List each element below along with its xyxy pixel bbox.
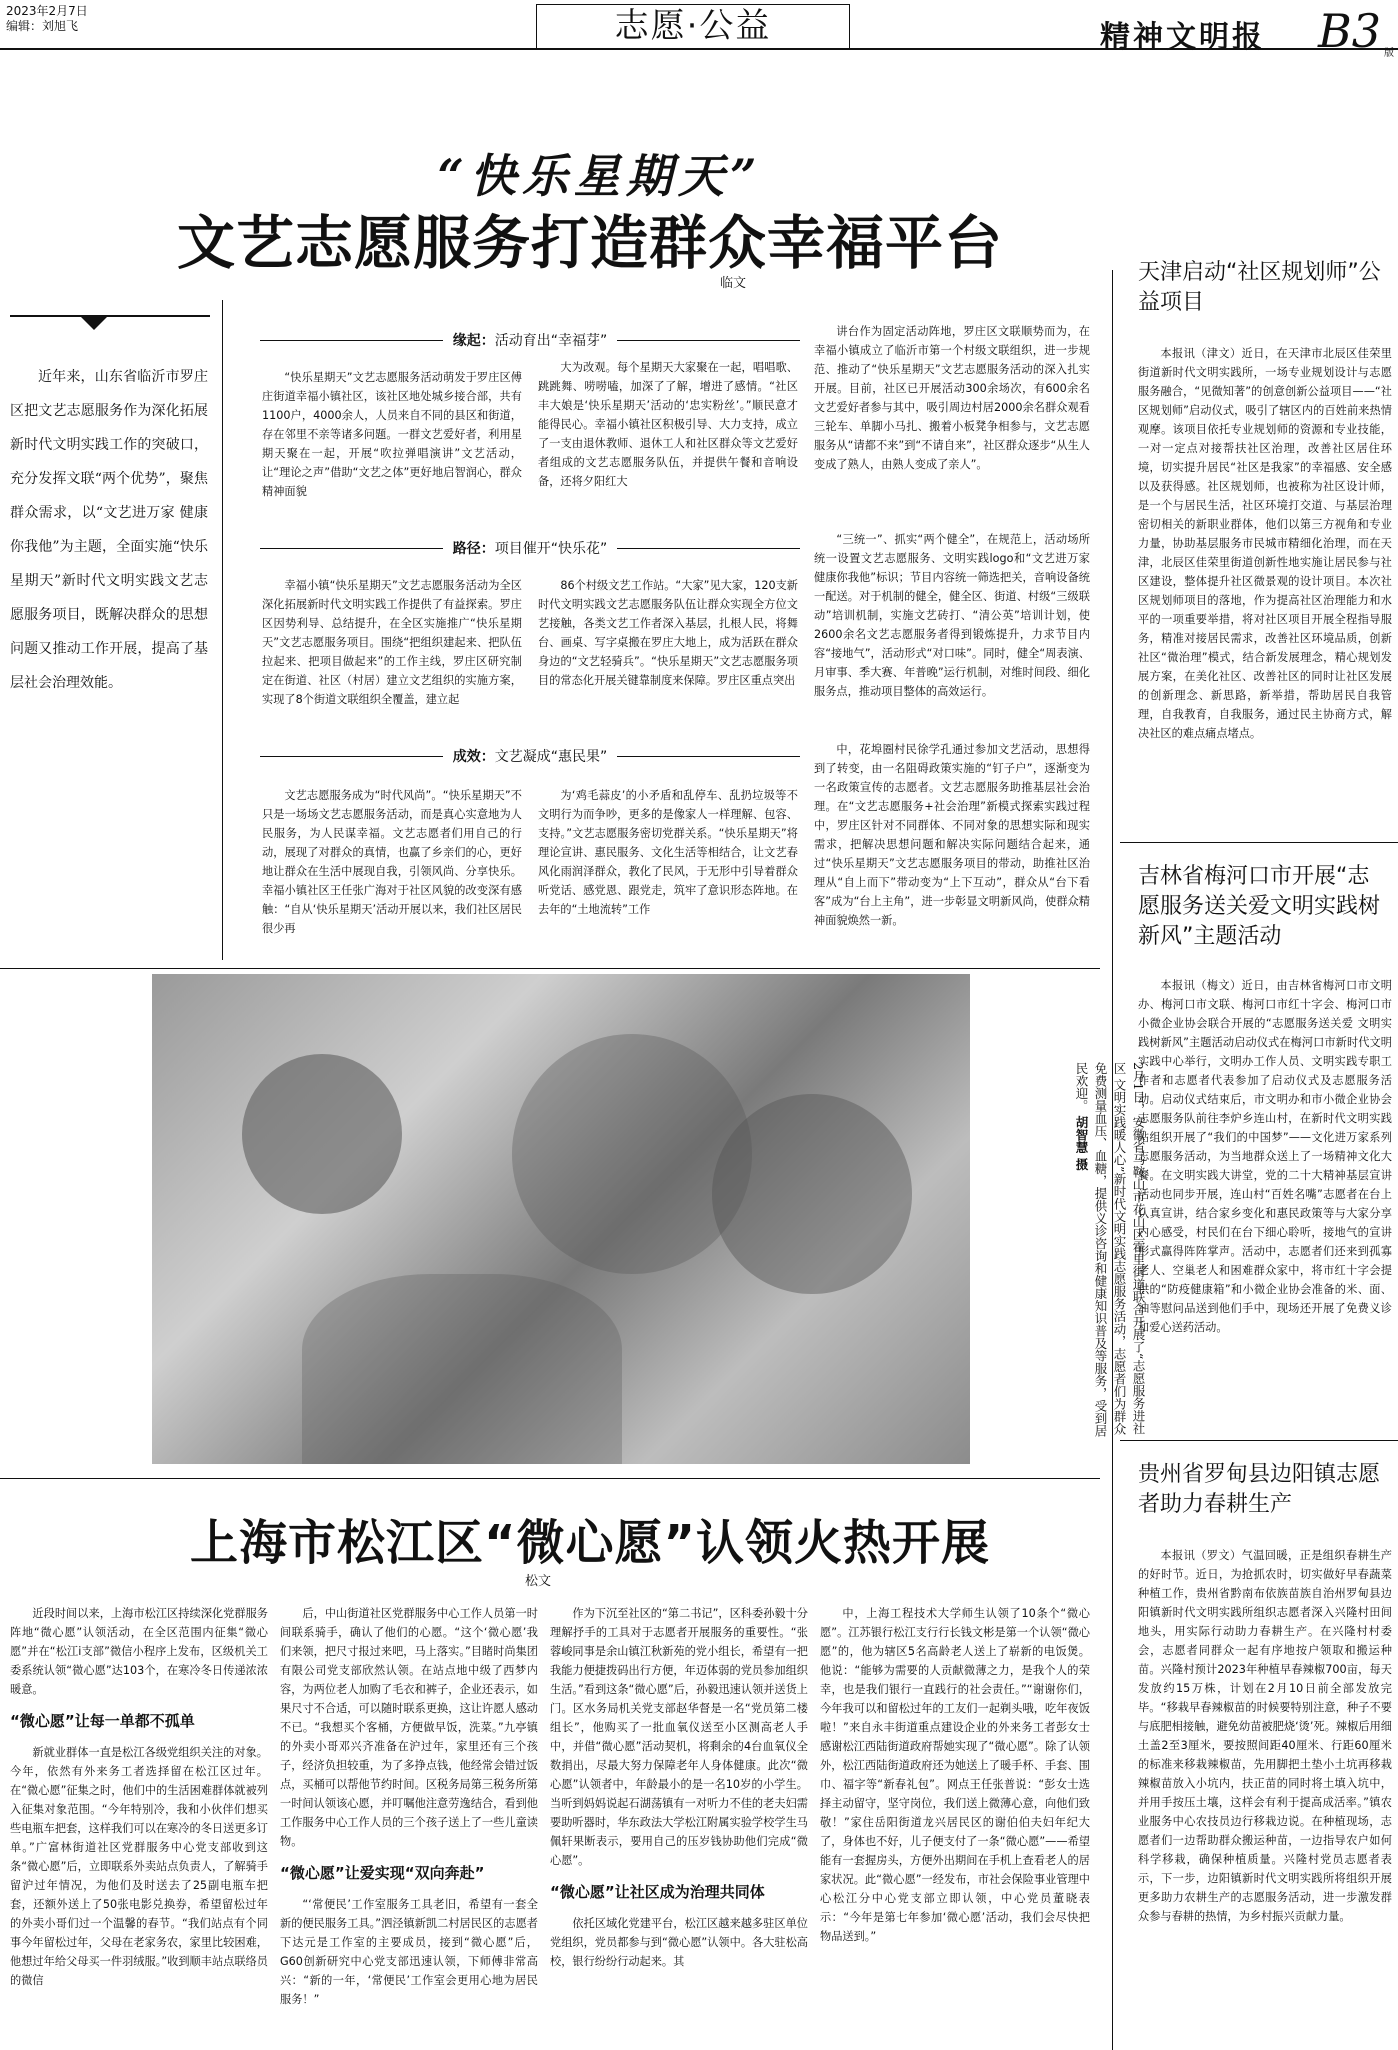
sidebar-headline: 吉林省梅河口市开展“志愿服务送关爱文明实践树新风”主题活动 xyxy=(1138,864,1381,949)
section-label: 缘起： xyxy=(452,333,495,349)
story-headline: 上海市松江区“微心愿”认领火热开展 xyxy=(189,1515,991,1571)
intro-rule xyxy=(10,315,210,317)
subheading: “微心愿”让社区成为治理共同体 xyxy=(550,1883,765,1901)
photo-caption xyxy=(958,1062,1148,1442)
article-column xyxy=(10,1604,268,2044)
article-column xyxy=(538,576,798,718)
paragraph: 本报讯（梅文）近日，由吉林省梅河口市文明办、梅河口市文联、梅河口市红十字会、梅河口市小微企业协会联合开展的“志愿服务送关爱 文明实践树新风”主题活动启动仪式在梅河口市新时代文明实践中心举行，文明办工作人员、文明实践专职工作者和志愿者代表参加了启动仪式及志愿服务活动。启动仪式结束后，市文明办和市小微企业协会志愿服务队前往李炉乡连山村，在新时代文明实践站组织开展了“我们的中国梦”——文化进万家系列志愿服务活动，为当地群众送上了一场精神文化大餐。在文明实践大讲堂，党的二十大精神基层宣讲活动也同步开展，连山村“百姓名嘴”志愿者在台上认真宣讲，结合家乡变化和惠民政策等与大家分享内心感受，村民们在台下细心聆听，接地气的宣讲形式赢得阵阵掌声。活动中，志愿者们还来到孤寡老人、空巢老人和困难群众家中，将市红十字会提供的“防疫健康箱”和小微企业协会准备的米、面、油等慰问品送到他们手中，现场还开展了免费义诊和爱心送药活动。 xyxy=(1138,979,1392,1334)
divider xyxy=(1120,842,1398,843)
subheading: “微心愿”让每一单都不孤单 xyxy=(10,1712,195,1730)
section-text: 文艺凝成“惠民果” xyxy=(494,749,608,765)
intro-marker-icon xyxy=(80,316,108,330)
section-text: 项目催开“快乐花” xyxy=(494,541,608,557)
section-heading-result xyxy=(260,749,800,780)
paragraph: 中，花埠圈村民徐学孔通过参加文艺活动，思想得到了转变，由一名阻碍政策实施的“钉子户”，逐渐变为一名政策宣传的志愿者。文艺志愿服务助推基层社会治理。在“文艺志愿服务+社会治理”新模式探索实践过程中，罗庄区针对不同群体、不同对象的思想实际和现实需求，把解决思想问题和解决实际问题结合起来，通过“快乐星期天”文艺志愿服务项目的带动，助推社区治理从“自上而下”带动变为“上下互动”，群众从“台下看客”成为“台上主角”，进一步彰显文明新风尚，使群众精神面貌焕然一新。 xyxy=(814,743,1090,927)
paragraph: 文艺志愿服务成为“时代风尚”。“快乐星期天”不只是一场场文艺志愿服务活动，而是真心实意地为人民服务，为人民谋幸福。文艺志愿者们用自己的行动，展现了对群众的真情，也赢了乡亲们的心，更好地让群众在生活中展现自我，引领风尚、分享快乐。幸福小镇社区王任张广海对于社区风貌的改变深有感触：“自从‘快乐星期天’活动开展以来，我们社区居民很少再 xyxy=(262,789,522,935)
article-column xyxy=(280,1604,538,2044)
divider xyxy=(0,1478,1100,1479)
sidebar-article xyxy=(1138,976,1392,1376)
page-suffix: 版 xyxy=(1384,48,1394,59)
section-label: 路径： xyxy=(452,541,495,557)
caption-text: 2月1日，安徽省马鞍山市花山区霍里街道联合开展了“志愿服务进社区 文明实践暖人心”新时代文明实践志愿服务活动，志愿者们为群众免费测量血压、血糖，提供义诊咨询和健康知识普及等服务，受到居民欢迎。 xyxy=(1074,1062,1146,1437)
article-column xyxy=(262,786,522,950)
paragraph: 讲台作为固定活动阵地，罗庄区文联顺势而为，在幸福小镇成立了临沂市第一个村级文联组织，进一步规范、推动了“快乐星期天”文艺志愿服务活动的深入扎实开展。目前，社区已开展活动300余场次，有600余名文艺爱好者参与其中，吸引周边村居2000余名群众观看三轮车、单脚小马扎、搬着小板凳争相参与，文艺志愿服务从“请都不来”到“不请自来”，社区群众逐步“从生人变成了熟人，由熟人变成了亲人”。 xyxy=(814,325,1090,471)
section-label: 成效： xyxy=(452,749,495,765)
divider xyxy=(0,968,1100,969)
paragraph: 中，上海工程技术大学师生认领了10条个“微心愿”。江苏银行松江支行行长钱文彬是第一个认领“微心愿”的，他为辖区5名高龄老人送上了崭新的电饭煲。他说：“能够为需要的人贡献微薄之力，是我个人的荣幸，也是我们银行一直践行的社会责任。”“谢谢你们，今年我可以和留松过年的工友们一起剃头哦，吃年夜饭啦！”来自永丰街道重点建设企业的外来务工者彭女士感谢松江西陆街道政府帮她实现了“微心愿”。除了认领外，松江西陆街道政府还为她送上了暖手杯、手套、围巾、福字等“新春礼包”。网点王任张普说：“彭女士选择主动留守，坚守岗位，我们送上微薄心意，向他们致敬！”家住岳阳街道龙兴居民区的谢伯伯夫妇年纪大了，身体也不好，儿子便支付了一条“微心愿”——希望能有一套握房头，方便外出期间在手机上查看老人的居家状况。此“微心愿”一经发布，市社会保险事业管理中心松江分中心党支部立即认领，中心党员董晓表示：“今年是第七年参加‘微心愿’活动，我们会尽快把物品送到。” xyxy=(820,1607,1090,1943)
paragraph: “快乐星期天”文艺志愿服务活动萌发于罗庄区傅庄街道幸福小镇社区，该社区地处城乡接合部，共有1100户，4000余人，人员来自不同的县区和街道，存在邻里不亲等诸多问题。一群文艺爱好者，利用星期天聚在一起，开展“吹拉弹唱演讲”文艺活动，让“理论之声”借助“文艺之体”更好地启智润心，群众精神面貌 xyxy=(262,371,522,498)
section-name: 志愿·公益 xyxy=(536,4,850,48)
paragraph: “‘常便民’工作室服务工具老旧，希望有一套全新的便民服务工具。”泗泾镇新凯二村居民区的志愿者下达元是工作室的主要成员，接到“微心愿”后，G60创新研究中心党支部迅速认领，下师傅非常高兴：“新的一年，‘常便民’工作室会更用心地为居民服务！” xyxy=(280,1898,538,2006)
section-heading-path xyxy=(260,541,800,572)
paragraph: “三统一”、抓实“两个健全”，在规范上，活动场所统一设置文艺志愿服务、文明实践logo和“文艺进万家 健康你我他”标识；节目内容统一筛选把关，音响设备统一配送。对于机制的健全，健全区、街道、村级“三级联动”培训机制，实施文艺砖打、“清公英”培训计划，使2600余名文艺志愿服务者得到锻炼提升，力求节目内容“接地气”，活动形式“对口味”。同时，健全“周表演、月审事、季大赛、年普晚”运行机制，对维时间段、细化服务点，推动项目整体的高效运行。 xyxy=(814,533,1090,698)
paragraph: 依托区域化党建平台，松江区越来越多驻区单位党组织，党员都参与到“微心愿”认领中。各大驻松高校，银行纷纷行动起来。其 xyxy=(550,1917,808,1968)
article-column xyxy=(814,740,1090,950)
editor-credit: 编辑：刘旭飞 xyxy=(6,19,79,33)
issue-date: 2023年2月7日 xyxy=(6,4,88,18)
photo-credit: 胡智慧 摄 xyxy=(1074,1115,1089,1171)
sidebar-article xyxy=(1138,344,1392,764)
header-rule xyxy=(0,48,1398,50)
paragraph: 新就业群体一直是松江各级党组织关注的对象。今年，依然有外来务工者选择留在松江区过年。在“微心愿”征集之时，他们中的生活困难群体就被列入征集对象范围。“今年特别冷，我和小伙伴们想买些电瓶车把套，这样我们可以在寒冷的冬日送更多订单。”广富林街道社区党群服务中心党支部收到这条“微心愿”后，立即联系外卖站点负责人，了解骑手留沪过年情况，为他们及时送去了25副电瓶车把套，还额外送上了50张电影兑换券，希望留松过年的外卖小哥们过一个温馨的春节。“我们站点有个同事今年留松过年，父母在老家务农，家里比较困难，他想过年给父母买一件羽绒服。”收到顺丰站点联络员的微信 xyxy=(10,1746,268,1987)
lead-headline: 文艺志愿服务打造群众幸福平台 xyxy=(176,209,1003,277)
paragraph: 作为下沉至社区的“第二书记”，区科委孙毅十分理解抒手的工具对于志愿者开展服务的重要性。“张蓉峻同事是余山镇江秋新苑的党小组长，希望有一把我能力便捷拨码出行方便，年迈体弱的党员参加组织生活。”看到这条“微心愿”后，孙毅迅速认领并送货上门。区水务局机关党支部赵华督是一名“党员第二楼组长”，他购买了一批血氧仪送至小区测高老人手中，并借“微心愿”活动契机，将剩余的4台血氧仪全数捐出，尽最大努力保障老年人身体健康。此次“微心愿”认领者中，年龄最小的是一名10岁的小学生。当听到妈妈说起石湖荡镇有一对听力不佳的老夫妇需要助听器时，华东政法大学松江附属实验学校学生马佩轩果断表示，要用自己的压岁钱协助他们完成“微心愿”。 xyxy=(550,1607,808,1867)
article-column xyxy=(814,322,1090,478)
paragraph: 幸福小镇“快乐星期天”文艺志愿服务活动为全区深化拓展新时代文明实践工作提供了有益探索。罗庄区因势利导、总结提升，在全区实施推广“快乐星期天”文艺志愿服务项目。围绕“把组织建起来、把队伍拉起来、把项目做起来”的工作主线，罗庄区研究制定在街道、社区（村居）建立文艺组织的实施方案，实现了8个街道文联组织全覆盖，建立起 xyxy=(262,579,522,706)
article-column xyxy=(820,1604,1090,2044)
article-column xyxy=(814,530,1090,718)
article-column xyxy=(262,576,522,718)
paragraph: 大为改观。每个星期天大家聚在一起，唱唱歌、跳跳舞、唠唠嗑，加深了了解，增进了感情。“社区丰大娘是‘快乐星期天’活动的‘忠实粉丝’。”顺民意才能得民心。幸福小镇社区积极引导、大力支持，成立了一支由退休教师、退休工人和社区群众等文艺爱好者组成的文艺志愿服务队伍，并提供午餐和音响设备，还将夕阳红大 xyxy=(538,361,798,488)
sidebar-headline: 贵州省罗甸县边阳镇志愿者助力春耕生产 xyxy=(1138,1462,1381,1517)
lead-intro: 近年来，山东省临沂市罗庄区把文艺志愿服务作为深化拓展新时代文明实践工作的突破口，充分发挥文联“两个优势”，聚焦群众需求，以“文艺进万家 健康你我他”为主题，全面实施“快乐星期天”新时代文明实践文艺志愿服务项目，既解决群众的思想问题又推动工作开展，提高了基层社会治理效能。 xyxy=(10,369,208,691)
header-meta xyxy=(6,4,88,34)
paragraph: 近段时间以来，上海市松江区持续深化党群服务阵地“微心愿”认领活动，在全区范围内征集“微心愿”并在“松江i支部”微信小程序上发布，区级机关工委系统认领“微心愿”达103个，在寒冷冬日传递浓浓暖意。 xyxy=(10,1607,268,1696)
news-photo xyxy=(152,974,970,1464)
article-column xyxy=(262,368,522,498)
masthead-brand: 精神文明报 xyxy=(1100,20,1265,55)
sidebar-headline: 天津启动“社区规划师”公益项目 xyxy=(1138,260,1381,315)
subheading: “微心愿”让爱实现“双向奔赴” xyxy=(280,1864,485,1882)
page-number: B3 xyxy=(1318,4,1382,58)
paragraph: 本报讯（罗文）气温回暖，正是组织春耕生产的好时节。近日，为抢抓农时，切实做好早春蔬菜种植工作，贵州省黔南布依族苗族自治州罗甸县边阳镇新时代文明实践所组织志愿者深入兴隆村田间地头，用实际行动助力春耕生产。在兴隆村村委会，志愿者同群众一起有序地按户领取和搬运种苗。兴隆村预计2023年种植早春辣椒700亩，每天发放约15万株，计划在2月10日前全部发放完毕。“移栽早春辣椒苗的时候要特别注意，种子不要与底肥相接触，避免幼苗被肥烧‘烫’死。辣椒后用细土盖2至3厘米，要按照间距40厘米、行距60厘米的标准来移栽辣椒苗，先用脚把土垫小土坑再移栽辣椒苗放入小坑内，扶正苗的同时将土填入坑中，并用手按压土壤，这样会有利于提高成活率。”镇农业服务中心农技员边行移栽边说。在种植现场，志愿者们一边帮助群众搬运种苗，一边指导农户如何科学移栽，确保种植质量。兴隆村党员志愿者表示，下一步，边阳镇新时代文明实践所将组织开展更多助力农耕生产的志愿服务活动，进一步激发群众参与春耕的热情，为乡村振兴贡献力量。 xyxy=(1138,1549,1392,1923)
paragraph: 本报讯（津文）近日，在天津市北辰区佳荣里街道新时代文明实践所，一场专业规划设计与志愿服务融合，“见微知著”的创意创新公益项目——“社区规划师”启动仪式，吸引了辖区内的百姓前来热情观摩。该项目依托专业规划师的资源和专业技能，一对一定点对接帮扶社区治理，改善社区居住环境，切实提升居民“社区是我家”的幸福感、安全感以及获得感。社区规划师，也被称为社区设计师，是一个与居民生活，社区环境打交道、与基层治理密切相关的新职业群体，他们以第三方视角和专业力量，协助基层服务市民城市精细化治理，而在天津，北辰区佳荣里街道创新性地实施让居民参与社区建设，整体提升社区微景观的设计项目。本次社区规划师项目的落地，作为提高社区治理能力和水平的一项重要举措，将对社区项目开展全程指导服务，精准对接居民需求，改善社区环境品质，创新社区“微治理”模式，结合新发展理念，精心规划发展方案，在美化社区、改善社区的同时让社区发展的创新理念、新思路，新举措，帮助居民自我管理，自我教育，自我服务，通过民主协商方式，解决社区的难点痛点堵点。 xyxy=(1138,347,1392,740)
article-column xyxy=(538,786,798,950)
story-byline: 松文 xyxy=(525,1574,552,1589)
column-rule xyxy=(222,300,223,960)
article-column xyxy=(538,358,798,488)
paragraph: 为‘鸡毛蒜皮’的小矛盾和乱停车、乱扔垃圾等不文明行为而争吵，更多的是像家人一样理解、包容、支持。”文艺志愿服务密切党群关系。“快乐星期天”将理论宣讲、惠民服务、文化生活等相结合，让文艺春风化雨润泽群众，教化了民风，于无形中引导着群众听党话、感党恩、跟党走，筑牢了意识形态阵地。在去年的“土地流转”工作 xyxy=(538,789,798,916)
sidebar-article xyxy=(1138,1546,1392,2042)
lead-subtitle: “快乐星期天” xyxy=(437,149,763,203)
section-text: 活动育出“幸福芽” xyxy=(494,333,608,349)
paragraph: 86个村级文艺工作站。“大家”见大家，120支新时代文明实践文艺志愿服务队伍让群众实现全方位文艺接触，各类文艺工作者深入基层，扎根人民，将舞台、画桌、写字桌搬在罗庄大地上，成为活跃在群众身边的“文艺轻骑兵”。“快乐星期天”文艺志愿服务项目的常态化开展关键靠制度来保障。罗庄区重点突出 xyxy=(538,579,798,687)
paragraph: 后，中山街道社区党群服务中心工作人员第一时间联系骑手，确认了他们的心愿。“这个‘微心愿’我们来领，把尺寸报过来吧，马上落实。”目睹时尚集团有限公司党支部欣然认领。在站点地中级了西梦内容，为两位老人加购了毛衣和裤子，企业还表示，如果尺寸不合适，可以随时联系更换，这让许愿人感动不已。“我想买个客桶，方便做早饭，洗菜。”九亭镇的外卖小哥邓兴齐准备在沪过年，家里还有三个孩子，经济负担较重，为了多挣点钱，他经常会错过饭点，买桶可以帮他节约时间。区税务局第三税务所第一时间认领该心愿，并叮嘱他注意劳逸结合，看到他工作服务中心工作人员的三个孩子送上了一些儿童读物。 xyxy=(280,1607,538,1848)
divider xyxy=(1120,1440,1398,1441)
article-column xyxy=(550,1604,808,2044)
lead-byline: 临文 xyxy=(720,276,747,291)
